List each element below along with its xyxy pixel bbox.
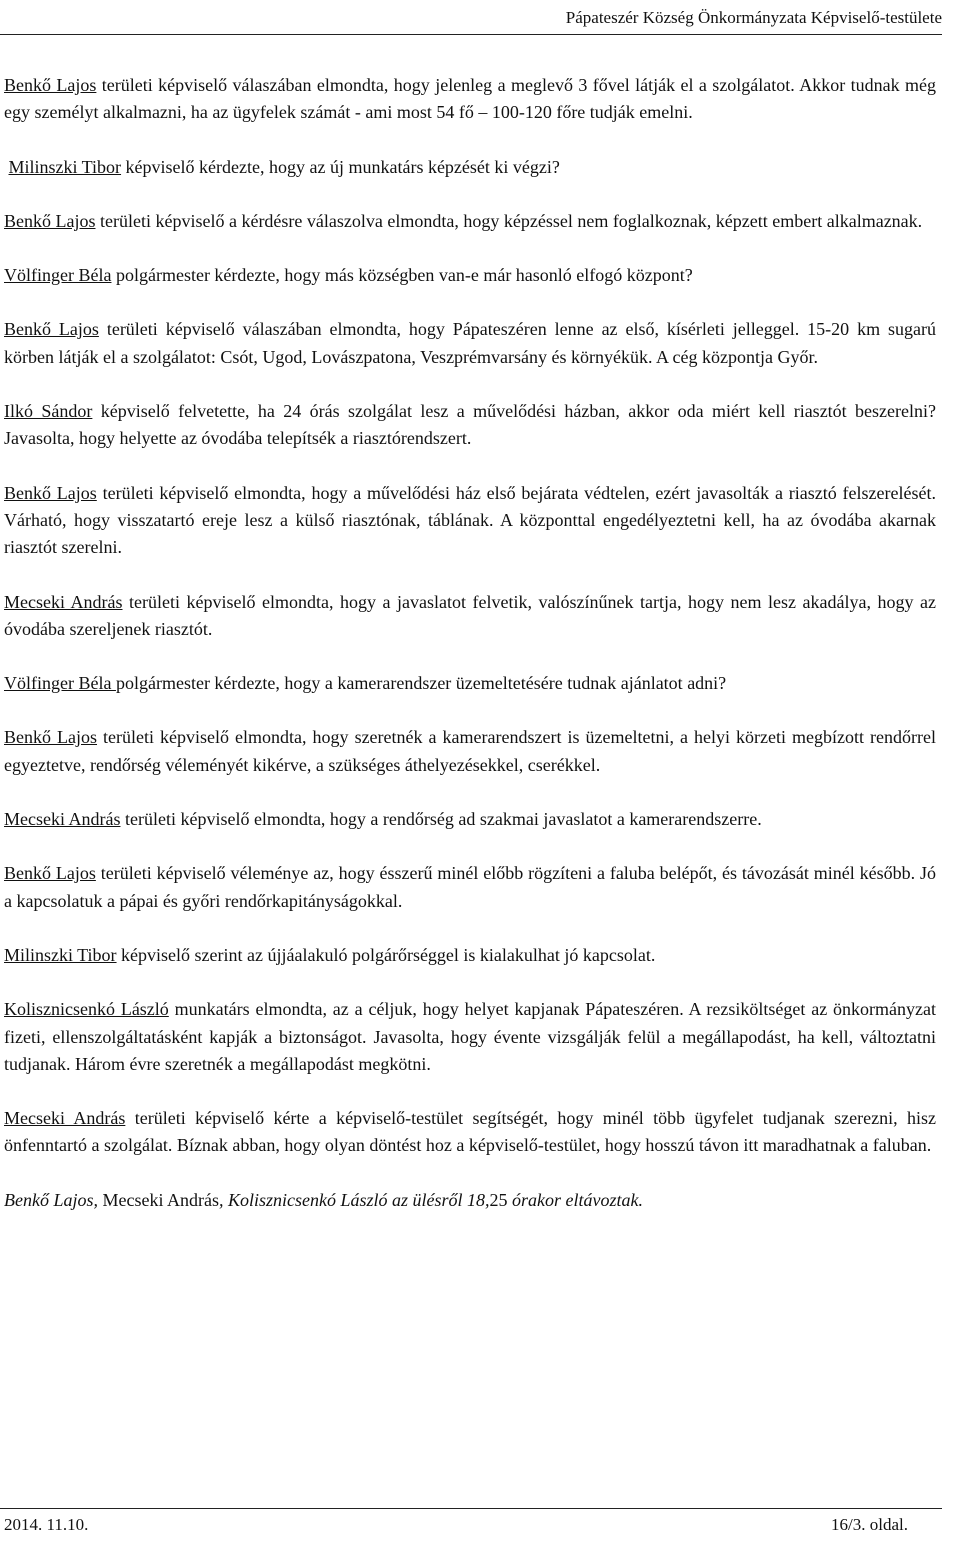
speaker-name: Kolisznicsenkó László [4, 999, 169, 1020]
speaker-name: Milinszki Tibor [4, 944, 117, 965]
speaker-name: Benkő Lajos [4, 75, 97, 95]
paragraph [4, 996, 936, 1078]
paragraph-text: képviselő szerint az újjáalakuló polgárőrséggel is kialakulhat jó kapcsolat. [116, 944, 656, 965]
speaker-name: Mecseki András [4, 1108, 126, 1129]
paragraph [4, 208, 936, 235]
document-body [4, 72, 936, 1214]
speaker-name: Völfinger Béla [4, 673, 116, 694]
page-header [0, 0, 942, 35]
paragraph-text: polgármester kérdezte, hogy más községben van-e már hasonló elfogó központ? [111, 265, 693, 286]
paragraph-text: területi képviselő véleménye az, hogy ésszerű minél előbb rögzíteni a faluba belépőt, és távozását minél később. Jó a kapcsolatuk a pápai és győri rendőrkapitányságokkal. [4, 863, 936, 911]
speaker-name: Milinszki Tibor [8, 156, 122, 177]
header-title: Pápateszér Község Önkormányzata Képviselő-testülete [565, 8, 942, 27]
speaker-name: Benkő Lajos [4, 727, 98, 748]
closing-note: Benkő Lajos, Mecseki András, Kolisznicsenkó László az ülésről 18,25 órakor eltávoztak. [4, 1189, 643, 1210]
paragraph-text: területi képviselő válaszában elmondta, hogy jelenleg a meglevő 3 fővel látják el a szolgálatot. Akkor tudnak még egy személyt alkalmazni, ha az ügyfelek számát - ami most 54 fő – 100-120 főre tudják emelni. [4, 75, 936, 123]
speaker-name: Benkő Lajos [4, 319, 99, 340]
paragraph-text: területi képviselő válaszában elmondta, hogy Pápateszéren lenne az első, kísérleti jelleggel. 15-20 km sugarú körben látják el a szolgálatot: Csót, Ugod, Lovászpatona, Veszprémvarsány és környékük. A cég központja Győr. [4, 319, 936, 367]
paragraph [4, 1105, 936, 1160]
paragraph [4, 72, 936, 127]
paragraph-text: képviselő kérdezte, hogy az új munkatárs képzését ki végzi? [121, 156, 560, 177]
paragraph-text: munkatárs elmondta, az a céljuk, hogy helyet kapjanak Pápateszéren. A rezsiköltséget az önkormányzat fizeti, ellenszolgáltatásként kapják a biztonságot. Javasolta, hogy évente vizsgálják felül a megállapodást, ha kell, változtatni tudjanak. Három évre szeretnék a megállapodást megkötni. [4, 999, 936, 1074]
speaker-name: Völfinger Béla [4, 265, 112, 286]
paragraph [4, 589, 936, 644]
footer-page-number: 16/3. oldal. [831, 1515, 908, 1534]
paragraph-text: területi képviselő a kérdésre válaszolva elmondta, hogy képzéssel nem foglalkoznak, képzett embert alkalmaznak. [95, 210, 923, 231]
speaker-name: Mecseki András [4, 591, 123, 612]
speaker-name: Ilkó Sándor [4, 401, 93, 422]
paragraph-text: területi képviselő kérte a képviselő-testület segítségét, hogy minél több ügyfelet tudjanak szerezni, hisz önfenntartó a szolgálat. Bíznak abban, hogy olyan döntést hoz a képviselő-testület, hogy hosszú távon itt maradhatnak a faluban. [4, 1108, 936, 1156]
paragraph [4, 316, 936, 371]
paragraph-text: területi képviselő elmondta, hogy szeretnék a kamerarendszert is üzemeltetni, a helyi körzeti megbízott rendőrrel egyeztetve, rendőrség véleményét kikérve, a szükséges áthelyezésekkel, cserékkel. [4, 727, 936, 775]
speaker-name: Benkő Lajos [4, 482, 97, 503]
paragraph-text: képviselő felvetette, ha 24 órás szolgálat lesz a művelődési házban, akkor oda miért kell riasztót beszerelni? Javasolta, hogy helyette az óvodába telepítsék a riasztórendszert. [4, 401, 937, 449]
speaker-name: Benkő Lajos [4, 863, 96, 884]
paragraph [4, 860, 936, 915]
paragraph [4, 398, 936, 453]
paragraph [4, 480, 936, 562]
paragraph [4, 806, 936, 833]
page-footer [0, 1508, 942, 1542]
paragraph-text: polgármester kérdezte, hogy a kamerarendszer üzemeltetésére tudnak ajánlatot adni? [115, 673, 727, 694]
paragraph [4, 942, 936, 969]
paragraph [4, 724, 936, 779]
paragraph-text: területi képviselő elmondta, hogy a rendőrség ad szakmai javaslatot a kamerarendszerre. [120, 809, 762, 830]
paragraph [4, 154, 936, 181]
speaker-name: Mecseki András [4, 809, 121, 830]
paragraph [4, 670, 936, 697]
paragraph-text: területi képviselő elmondta, hogy a javaslatot felvetik, valószínűnek tartja, hogy nem lesz akadálya, hogy az óvodába szereljenek riasztót. [4, 591, 936, 639]
footer-date: 2014. 11.10. [4, 1515, 89, 1534]
paragraph [4, 262, 936, 289]
paragraph-text: területi képviselő elmondta, hogy a művelődési ház első bejárata védtelen, ezért javasolták a riasztó felszerelését. Várható, hogy visszatartó ereje lesz a külső riasztónak, táblának. A központtal engedélyeztetni kell, ha az óvodába akarnak riasztót szerelni. [4, 482, 936, 558]
speaker-name: Benkő Lajos [4, 210, 96, 231]
